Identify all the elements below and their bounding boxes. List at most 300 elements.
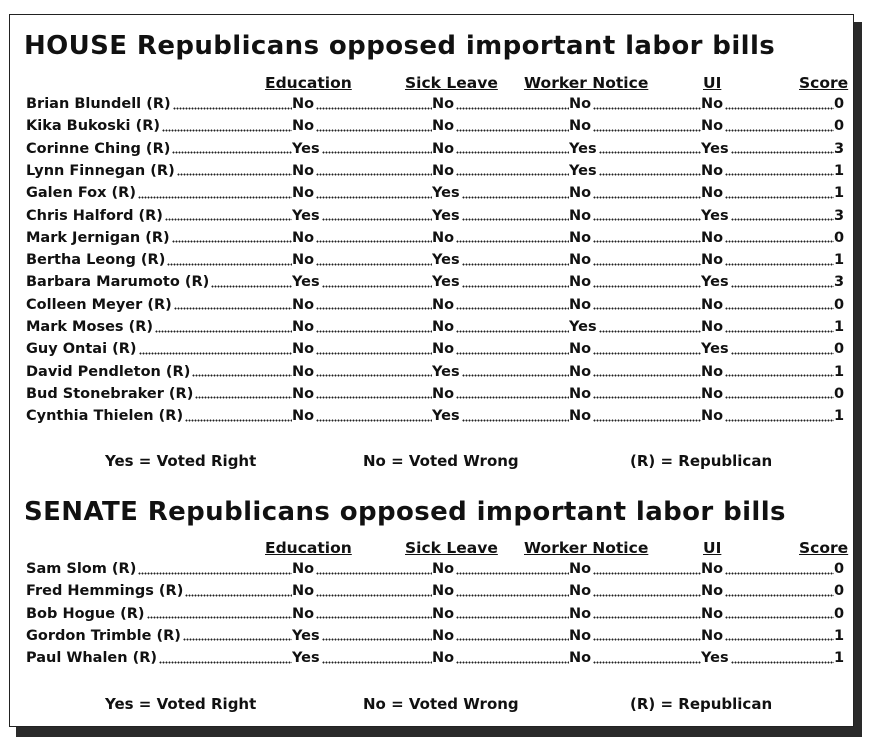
senate-legend-party: (R) = Republican [630,695,773,713]
dot-leader [593,194,701,200]
house-legend-yes: Yes = Voted Right [105,452,257,470]
vote-education-cell [292,294,432,316]
dot-leader [593,592,701,598]
table-row [26,182,848,204]
legislator-name: Bud Stonebraker (R) [26,385,194,402]
table-row [26,294,848,316]
legislator-name: Fred Hemmings (R) [26,583,184,600]
vote-sick-leave-cell [432,558,569,580]
legislator-name-cell [26,361,292,383]
dot-leader [725,127,834,133]
dot-leader [599,172,701,178]
dot-leader [593,637,701,643]
dot-leader [731,217,834,223]
vote-worker-notice-cell [569,405,701,427]
vote-education-cell [292,580,432,602]
legislator-name-cell [26,647,292,669]
vote-worker-notice: No [569,274,592,291]
vote-worker-notice-cell [569,138,701,160]
dot-leader [185,417,292,423]
vote-worker-notice: Yes [569,319,597,335]
vote-sick-leave-cell [432,271,569,293]
house-col-worker-notice: Worker Notice [524,74,649,92]
vote-worker-notice-cell [569,625,701,647]
vote-education: No [292,252,315,269]
table-row [26,271,848,293]
score-value: 0 [834,561,845,577]
vote-sick-leave: Yes [432,363,460,380]
vote-worker-notice: No [569,96,592,112]
table-row [26,647,848,669]
legislator-name-cell [26,271,292,293]
vote-sick-leave-cell [432,405,569,427]
dot-leader [456,570,569,576]
legislator-name: Bertha Leong (R) [26,252,166,269]
vote-sick-leave: Yes [432,207,460,224]
vote-scorecard [9,14,854,727]
score-value: 1 [834,162,845,179]
vote-sick-leave: No [432,605,455,622]
vote-ui-cell [701,138,834,160]
legislator-name-cell [26,603,292,625]
vote-ui: No [701,185,724,202]
dot-leader [456,592,569,598]
vote-sick-leave-cell [432,294,569,316]
dot-leader [195,395,292,401]
dot-leader [316,127,432,133]
legislator-name: David Pendleton (R) [26,363,191,380]
legislator-name: Barbara Marumoto (R) [26,274,210,291]
senate-legend-yes: Yes = Voted Right [105,695,257,713]
vote-worker-notice-cell [569,160,701,182]
vote-ui-cell [701,558,834,580]
vote-sick-leave-cell [432,383,569,405]
dot-leader [322,217,432,223]
legislator-name: Mark Jernigan (R) [26,229,170,246]
vote-worker-notice-cell [569,361,701,383]
legislator-name: Bob Hogue (R) [26,605,145,622]
dot-leader [593,373,701,379]
dot-leader [322,150,432,156]
vote-sick-leave-cell [432,227,569,249]
vote-sick-leave: Yes [432,185,460,202]
vote-sick-leave: No [432,229,455,246]
legislator-name-cell [26,93,292,115]
dot-leader [593,105,701,111]
dot-leader [593,261,701,267]
legislator-name-cell [26,249,292,271]
senate-legend-no: No = Voted Wrong [363,695,519,713]
table-row [26,138,848,160]
senate-col-worker-notice: Worker Notice [524,539,649,557]
vote-education: No [292,408,315,425]
vote-ui-cell [701,316,834,338]
vote-ui-cell [701,580,834,602]
dot-leader [593,417,701,423]
vote-sick-leave: No [432,96,455,112]
dot-leader [167,261,292,267]
table-row [26,558,848,580]
dot-leader [185,592,292,598]
score-value: 0 [834,296,845,313]
score-value: 0 [834,583,845,600]
score-value: 0 [834,229,845,246]
vote-ui-cell [701,205,834,227]
dot-leader [725,395,834,401]
dot-leader [316,172,432,178]
dot-leader [456,328,569,334]
table-row [26,338,848,360]
legislator-name-cell [26,182,292,204]
dot-leader [731,150,834,156]
vote-ui: No [701,605,724,622]
score-value: 1 [834,627,845,644]
score-value: 3 [834,207,845,224]
dot-leader [316,615,432,621]
senate-col-score: Score [799,539,849,557]
legislator-name-cell [26,227,292,249]
vote-ui: No [701,385,724,402]
vote-ui-cell [701,294,834,316]
table-row [26,625,848,647]
legislator-name-cell [26,625,292,647]
dot-leader [593,217,701,223]
vote-ui-cell [701,361,834,383]
legislator-name-cell [26,160,292,182]
dot-leader [316,194,432,200]
table-row [26,160,848,182]
dot-leader [599,150,701,156]
vote-education: No [292,385,315,402]
score-value: 0 [834,118,845,135]
score-value: 1 [834,363,845,380]
legislator-name: Corinne Ching (R) [26,140,171,157]
vote-worker-notice-cell [569,294,701,316]
vote-worker-notice: No [569,296,592,313]
dot-leader [725,105,834,111]
legislator-name: Galen Fox (R) [26,185,136,202]
vote-worker-notice-cell [569,182,701,204]
dot-leader [456,615,569,621]
vote-sick-leave-cell [432,361,569,383]
vote-education: No [292,118,315,135]
dot-leader [456,172,569,178]
vote-education-cell [292,558,432,580]
vote-sick-leave-cell [432,160,569,182]
vote-education-cell [292,405,432,427]
vote-worker-notice: No [569,207,592,224]
dot-leader [462,283,569,289]
vote-education-cell [292,603,432,625]
vote-sick-leave: No [432,650,455,667]
house-col-ui: UI [703,74,722,92]
vote-worker-notice-cell [569,205,701,227]
legislator-name: Chris Halford (R) [26,207,163,224]
dot-leader [731,350,834,356]
dot-leader [462,373,569,379]
vote-ui: Yes [701,207,729,224]
house-col-score: Score [799,74,849,92]
vote-worker-notice: No [569,408,592,425]
legislator-name-cell [26,405,292,427]
vote-worker-notice-cell [569,338,701,360]
vote-education: No [292,96,315,112]
dot-leader [593,239,701,245]
vote-education: No [292,561,315,577]
vote-ui-cell [701,271,834,293]
vote-sick-leave: No [432,319,455,335]
dot-leader [725,637,834,643]
legislator-name: Gordon Trimble (R) [26,627,181,644]
vote-education: Yes [292,274,320,291]
vote-sick-leave: No [432,140,455,157]
vote-education-cell [292,361,432,383]
vote-sick-leave-cell [432,316,569,338]
vote-education-cell [292,338,432,360]
vote-worker-notice-cell [569,115,701,137]
score-value: 1 [834,650,845,667]
dot-leader [725,592,834,598]
dot-leader [316,306,432,312]
vote-ui: No [701,319,724,335]
vote-sick-leave-cell [432,182,569,204]
legislator-name: Kika Bukoski (R) [26,118,160,135]
table-row [26,383,848,405]
vote-education-cell [292,138,432,160]
table-row [26,205,848,227]
score-value: 0 [834,605,845,622]
dot-leader [725,373,834,379]
vote-education-cell [292,115,432,137]
legislator-name: Colleen Meyer (R) [26,296,172,313]
vote-ui: No [701,96,724,112]
legislator-name-cell [26,294,292,316]
dot-leader [456,105,569,111]
vote-worker-notice: No [569,363,592,380]
dot-leader [322,283,432,289]
dot-leader [456,350,569,356]
dot-leader [725,194,834,200]
vote-sick-leave: No [432,583,455,600]
vote-education: No [292,341,315,358]
table-row [26,603,848,625]
vote-ui: No [701,583,724,600]
vote-sick-leave-cell [432,603,569,625]
dot-leader [173,105,292,111]
vote-worker-notice: No [569,650,592,667]
legislator-name-cell [26,558,292,580]
vote-ui-cell [701,383,834,405]
dot-leader [456,659,569,665]
score-value: 0 [834,96,845,112]
dot-leader [456,239,569,245]
dot-leader [316,261,432,267]
legislator-name: Cynthia Thielen (R) [26,408,184,425]
vote-worker-notice-cell [569,647,701,669]
senate-col-education: Education [265,539,352,557]
vote-worker-notice: Yes [569,162,597,179]
dot-leader [462,417,569,423]
vote-worker-notice: No [569,185,592,202]
vote-education-cell [292,227,432,249]
legislator-name-cell [26,316,292,338]
vote-education: Yes [292,207,320,224]
vote-ui: No [701,296,724,313]
table-row [26,227,848,249]
senate-col-sick-leave: Sick Leave [405,539,498,557]
dot-leader [462,261,569,267]
legislator-name: Brian Blundell (R) [26,96,171,112]
dot-leader [316,395,432,401]
vote-worker-notice-cell [569,227,701,249]
vote-education-cell [292,383,432,405]
vote-ui-cell [701,405,834,427]
vote-ui-cell [701,160,834,182]
vote-education-cell [292,625,432,647]
house-legend-no: No = Voted Wrong [363,452,519,470]
vote-worker-notice-cell [569,383,701,405]
vote-worker-notice-cell [569,316,701,338]
vote-education: No [292,296,315,313]
dot-leader [192,373,292,379]
score-value: 3 [834,274,845,291]
vote-education: Yes [292,140,320,157]
vote-ui-cell [701,249,834,271]
legislator-name-cell [26,383,292,405]
legislator-name: Lynn Finnegan (R) [26,162,175,179]
house-legend-party: (R) = Republican [630,452,773,470]
dot-leader [725,172,834,178]
vote-ui: No [701,363,724,380]
vote-education: Yes [292,650,320,667]
dot-leader [162,127,292,133]
dot-leader [593,395,701,401]
vote-worker-notice-cell [569,249,701,271]
vote-worker-notice-cell [569,603,701,625]
legislator-name-cell [26,138,292,160]
vote-worker-notice: No [569,385,592,402]
legislator-name-cell [26,580,292,602]
dot-leader [593,570,701,576]
dot-leader [174,306,292,312]
score-value: 3 [834,140,845,157]
dot-leader [316,239,432,245]
table-row [26,316,848,338]
dot-leader [211,283,292,289]
score-value: 1 [834,319,845,335]
dot-leader [593,306,701,312]
dot-leader [139,350,292,356]
dot-leader [593,127,701,133]
vote-education: No [292,185,315,202]
vote-worker-notice-cell [569,93,701,115]
dot-leader [456,150,569,156]
dot-leader [725,239,834,245]
vote-ui: Yes [701,140,729,157]
legislator-name-cell [26,115,292,137]
legislator-name: Mark Moses (R) [26,319,154,335]
vote-sick-leave: Yes [432,252,460,269]
score-value: 1 [834,252,845,269]
vote-ui: No [701,561,724,577]
dot-leader [159,659,292,665]
vote-education: No [292,162,315,179]
dot-leader [731,283,834,289]
senate-title: SENATE Republicans opposed important labor bills [24,497,786,527]
vote-education: Yes [292,627,320,644]
dot-leader [456,306,569,312]
vote-worker-notice-cell [569,271,701,293]
vote-ui-cell [701,338,834,360]
dot-leader [725,570,834,576]
dot-leader [593,350,701,356]
table-row [26,93,848,115]
vote-sick-leave: No [432,341,455,358]
vote-sick-leave-cell [432,647,569,669]
dot-leader [456,395,569,401]
dot-leader [725,328,834,334]
vote-worker-notice: No [569,229,592,246]
dot-leader [462,194,569,200]
vote-worker-notice: No [569,561,592,577]
dot-leader [172,150,292,156]
vote-ui-cell [701,115,834,137]
dot-leader [316,417,432,423]
dot-leader [316,570,432,576]
dot-leader [316,105,432,111]
vote-education-cell [292,182,432,204]
vote-sick-leave-cell [432,625,569,647]
dot-leader [177,172,292,178]
vote-sick-leave-cell [432,580,569,602]
vote-ui: No [701,229,724,246]
dot-leader [322,659,432,665]
dot-leader [725,417,834,423]
vote-ui: Yes [701,341,729,358]
table-row [26,115,848,137]
vote-education: No [292,363,315,380]
vote-worker-notice: No [569,583,592,600]
vote-ui-cell [701,647,834,669]
dot-leader [731,659,834,665]
vote-education-cell [292,93,432,115]
vote-ui-cell [701,227,834,249]
dot-leader [725,261,834,267]
table-row [26,580,848,602]
table-row [26,249,848,271]
vote-ui-cell [701,625,834,647]
vote-sick-leave-cell [432,338,569,360]
vote-worker-notice-cell [569,558,701,580]
table-row [26,361,848,383]
vote-worker-notice: No [569,252,592,269]
score-value: 1 [834,185,845,202]
legislator-name: Guy Ontai (R) [26,341,137,358]
vote-worker-notice-cell [569,580,701,602]
dot-leader [593,615,701,621]
dot-leader [456,637,569,643]
vote-ui: Yes [701,274,729,291]
dot-leader [138,570,292,576]
vote-education: No [292,319,315,335]
dot-leader [316,373,432,379]
vote-education-cell [292,647,432,669]
vote-worker-notice: No [569,605,592,622]
vote-education-cell [292,249,432,271]
vote-worker-notice: No [569,118,592,135]
legislator-name: Paul Whalen (R) [26,650,158,667]
vote-education: No [292,583,315,600]
